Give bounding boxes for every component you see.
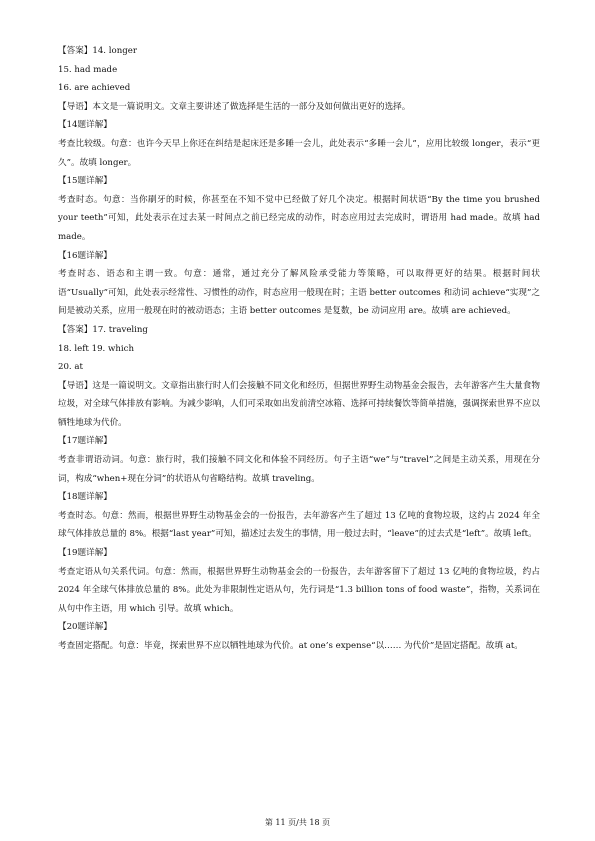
text-line: 16. are achieved [58,83,131,94]
text-line: 【18题详解】 [58,492,112,503]
text-line: 20. at [58,362,83,373]
text-line: 【导语】本文是一篇说明文。文章主要讲述了做选择是生活的一部分及如何做出更好的选择。 [58,101,411,112]
text-line: 【20题详解】 [58,622,112,633]
text-line: 【14题详解】 [58,120,112,131]
text-line: 【17题详解】 [58,436,112,447]
text-line: 【15题详解】 [58,176,112,187]
explanation-paragraph: 【导语】这是一篇说明文。文章指出旅行时人们会接触不同文化和经历，但据世界野生动物基金会报告，去年游客产生大量食物垃圾，对全球气体排放有影响。为减少影响，人们可采取如出发前清空冰箱、选择可持续餐饮等简单措施，强调探索世界不应以牺牲地球为代价。 [58,380,540,428]
text-line: 【19题详解】 [58,548,112,559]
explanation-paragraph: 考查定语从句关系代词。句意：然而，根据世界野生动物基金会的一份报告，去年游客留下了超过 13 亿吨的食物垃圾，约占 2024 年全球气体排放总量的 8%。此处为非限制性定语从句，先行词是“1.3 billion tons of food waste”，指物，关系词在从句中作主语，用 which 引导。故填 which。 [58,566,540,614]
explanation-paragraph: 考查非谓语动词。句意：旅行时，我们接触不同文化和体验不同经历。句子主语“we”与“travel”之间是主动关系，用现在分词，构成“when+现在分词”的状语从句省略结构。故填 traveling。 [58,455,540,484]
text-line: 【答案】14. longer [58,46,137,56]
text-line: 【16题详解】 [58,250,112,261]
explanation-paragraph: 考查时态。句意：然而，根据世界野生动物基金会的一份报告，去年游客产生了超过 13 亿吨的食物垃圾，这约占 2024 年全球气体排放总量的 8%。根据“last year”可知，描述过去发生的事情，用一般过去时，“leave”的过去式是“left”。故填 left。 [58,510,540,540]
document-body [58,42,540,656]
text-line: 18. left 19. which [58,343,134,354]
text-line: 15. had made [58,64,118,75]
text-line: 【答案】17. traveling [58,324,148,335]
explanation-paragraph: 考查比较级。句意：也许今天早上你还在纠结是起床还是多睡一会儿，此处表示“多睡一会儿”，应用比较级 longer，表示“更久”。故填 longer。 [58,138,540,168]
page-footer: 第 11 页/共 18 页 [264,818,331,827]
explanation-paragraph: 考查时态、语态和主谓一致。句意：通常，通过充分了解风险承受能力等策略，可以取得更好的结果。根据时间状语“Usually”可知，此处表示经常性、习惯性的动作，时态应用一般现在时；主语 better outcomes 和动词 achieve“实现”之间是被动关系，应用一般现在时的被动语态；主语 better outcomes 是复数，be 动词应用 are。故填 are achieved。 [58,269,540,317]
explanation-paragraph: 考查时态。句意：当你刷牙的时候，你甚至在不知不觉中已经做了好几个决定。根据时间状语“By the time you brushed your teeth”可知，此处表示在过去某一时间点之前已经完成的动作，时态应用过去完成时，谓语用 had made。故填 had made。 [58,194,540,242]
explanation-paragraph: 考查固定搭配。句意：毕竟，探索世界不应以牺牲地球为代价。at one’s expense“以…… 为代价”是固定搭配。故填 at。 [58,641,523,651]
